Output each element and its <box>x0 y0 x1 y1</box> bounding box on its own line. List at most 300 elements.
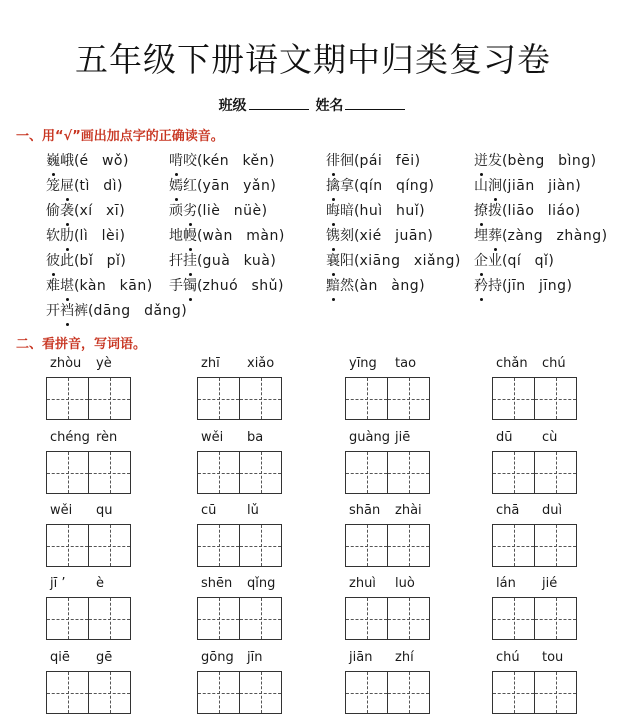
writing-cell[interactable] <box>346 598 387 639</box>
paren: ( <box>354 228 360 244</box>
writing-cell[interactable] <box>239 525 281 566</box>
paren: ( <box>74 278 80 294</box>
paren: ) <box>427 228 433 244</box>
spacer <box>230 178 243 194</box>
pinyin-syllable-1: dū <box>496 430 513 445</box>
pinyin-syllable-1: lán <box>496 576 516 591</box>
pinyin-option-b[interactable]: qǐ <box>534 253 549 269</box>
paren: ( <box>354 278 360 294</box>
pinyin-label <box>46 576 132 594</box>
spacer <box>383 203 396 219</box>
pinyin-option-b[interactable]: àng <box>391 278 420 294</box>
dotted-character: 晦 <box>326 200 340 220</box>
character: 顽 <box>169 203 183 219</box>
paren: ( <box>502 253 508 269</box>
paren: ) <box>119 228 125 244</box>
pinyin-option-b[interactable]: xiǎng <box>413 253 455 269</box>
paren: ( <box>197 278 203 294</box>
pinyin-label <box>492 576 578 594</box>
dotted-character: 撩 <box>474 200 488 220</box>
spacer <box>545 153 558 169</box>
tianzige-box <box>345 451 430 494</box>
writing-cell[interactable] <box>239 598 281 639</box>
dotted-character: 劣 <box>183 200 197 220</box>
paren: ) <box>119 203 125 219</box>
pinyin-option-b[interactable]: kān <box>119 278 147 294</box>
pinyin-option-a[interactable]: pái <box>359 153 383 169</box>
dotted-character: 迸 <box>474 150 488 170</box>
pinyin-syllable-1: jiān <box>349 650 373 665</box>
dotted-character: 裆 <box>60 300 74 320</box>
pinyin-label <box>197 576 283 594</box>
writing-cell[interactable] <box>239 452 281 493</box>
pinyin-syllable-2: jīn <box>247 650 263 665</box>
writing-cell[interactable] <box>493 672 534 713</box>
pinyin-label <box>492 430 578 448</box>
word-item <box>474 175 581 195</box>
pinyin-label <box>197 650 283 668</box>
writing-cell[interactable] <box>534 452 576 493</box>
character: 难 <box>46 278 60 294</box>
pinyin-syllable-2: jié <box>542 576 558 591</box>
word-item <box>169 175 276 195</box>
dotted-character: 彼 <box>46 250 60 270</box>
pinyin-option-a[interactable]: kén <box>202 153 230 169</box>
character: 软 <box>46 228 60 244</box>
pinyin-syllable-2: zhài <box>395 503 422 518</box>
word-item <box>326 200 425 220</box>
writing-cell[interactable] <box>88 525 130 566</box>
spacer <box>233 228 246 244</box>
tianzige-box <box>197 597 282 640</box>
writing-cell[interactable] <box>198 378 239 419</box>
pinyin-option-b[interactable]: shǔ <box>251 278 279 294</box>
pinyin-option-a[interactable]: qín <box>359 178 383 194</box>
pinyin-syllable-2: jiē <box>395 430 411 445</box>
word-item <box>169 225 284 245</box>
paren: ) <box>414 153 421 169</box>
paren: ) <box>419 203 425 219</box>
pinyin-option-b[interactable]: jīng <box>538 278 567 294</box>
tianzige-box <box>345 597 430 640</box>
pinyin-option-a[interactable]: xié <box>359 228 382 244</box>
pinyin-label <box>46 356 132 374</box>
tianzige-box <box>46 451 131 494</box>
paren: ) <box>278 228 285 244</box>
pinyin-option-a[interactable]: yān <box>202 178 230 194</box>
pinyin-option-b[interactable]: yǎn <box>243 178 271 194</box>
class-label: 班级 <box>218 98 247 114</box>
pinyin-option-b[interactable]: qíng <box>395 178 429 194</box>
character: 扞 <box>169 253 183 269</box>
class-blank[interactable] <box>249 97 309 110</box>
word-item <box>46 275 152 295</box>
paren: ( <box>502 228 508 244</box>
pinyin-syllable-1: shān <box>349 503 381 518</box>
paren: ) <box>548 253 554 269</box>
writing-cell[interactable] <box>387 452 429 493</box>
spacer <box>230 253 243 269</box>
word-item <box>474 200 580 220</box>
section1-heading: 一、用“√”画出加点字的正确读音。 <box>16 129 224 144</box>
pinyin-option-a[interactable]: xiāng <box>359 253 401 269</box>
writing-cell[interactable] <box>88 672 130 713</box>
pinyin-option-a[interactable]: é <box>79 153 89 169</box>
pinyin-syllable-2: xiǎo <box>247 356 275 371</box>
character: 开 <box>46 303 60 319</box>
writing-cell[interactable] <box>493 598 534 639</box>
tianzige-box <box>46 597 131 640</box>
pinyin-option-b[interactable]: xī <box>106 203 120 219</box>
pinyin-option-b[interactable]: zhàng <box>556 228 602 244</box>
pinyin-option-a[interactable]: liāo <box>507 203 535 219</box>
pinyin-syllable-1: zhī <box>201 356 220 371</box>
character: 咬 <box>183 153 197 169</box>
pinyin-option-b[interactable]: lèi <box>101 228 120 244</box>
word-item <box>46 300 187 320</box>
pinyin-option-b[interactable]: juān <box>395 228 428 244</box>
spacer <box>220 203 233 219</box>
writing-cell[interactable] <box>387 378 429 419</box>
pinyin-option-b[interactable]: nüè <box>233 203 262 219</box>
word-item <box>474 250 554 270</box>
writing-cell[interactable] <box>534 525 576 566</box>
writing-cell[interactable] <box>387 598 429 639</box>
pinyin-syllable-2: qu <box>96 503 113 518</box>
writing-cell[interactable] <box>198 672 239 713</box>
dotted-character: 袭 <box>60 200 74 220</box>
pinyin-label <box>492 650 578 668</box>
writing-cell[interactable] <box>493 452 534 493</box>
pinyin-option-a[interactable]: guà <box>202 253 231 269</box>
spacer <box>93 203 106 219</box>
tianzige-box <box>46 524 131 567</box>
dotted-character: 啃 <box>169 150 183 170</box>
pinyin-syllable-1: cū <box>201 503 217 518</box>
character: 发 <box>488 153 502 169</box>
pinyin-option-a[interactable]: bǐ <box>79 253 94 269</box>
writing-cell[interactable] <box>493 378 534 419</box>
spacer <box>382 228 395 244</box>
writing-cell[interactable] <box>47 452 88 493</box>
character: 红 <box>183 178 197 194</box>
dotted-character: 巍 <box>46 150 60 170</box>
paren: ( <box>74 203 80 219</box>
paren: ) <box>270 253 276 269</box>
pinyin-option-a[interactable]: jiān <box>507 178 535 194</box>
dotted-character: 屉 <box>60 175 74 195</box>
pinyin-syllable-2: zhí <box>395 650 414 665</box>
dotted-character: 镯 <box>183 275 197 295</box>
word-item <box>46 225 125 245</box>
writing-cell[interactable] <box>534 598 576 639</box>
pinyin-syllable-2: rèn <box>96 430 118 445</box>
pinyin-syllable-1: qiē <box>50 650 70 665</box>
paren: ( <box>74 253 80 269</box>
writing-cell[interactable] <box>346 672 387 713</box>
word-item <box>169 250 276 270</box>
pinyin-option-a[interactable]: wàn <box>202 228 233 244</box>
writing-cell[interactable] <box>239 378 281 419</box>
name-blank[interactable] <box>345 97 405 110</box>
paren: ) <box>146 278 153 294</box>
character: 地 <box>169 228 183 244</box>
writing-cell[interactable] <box>387 672 429 713</box>
tianzige-box <box>197 377 282 420</box>
tianzige-box <box>492 671 577 714</box>
pinyin-syllable-1: wěi <box>201 430 224 445</box>
word-item <box>474 275 572 295</box>
dotted-character: 葬 <box>488 225 502 245</box>
paren: ( <box>354 203 360 219</box>
paren: ) <box>120 253 126 269</box>
spacer <box>534 203 547 219</box>
pinyin-syllable-1: chú <box>496 650 520 665</box>
pinyin-syllable-2: ba <box>247 430 264 445</box>
pinyin-option-a[interactable]: dāng <box>93 303 131 319</box>
writing-cell[interactable] <box>346 525 387 566</box>
word-item <box>46 175 122 195</box>
writing-cell[interactable] <box>346 452 387 493</box>
spacer <box>543 228 556 244</box>
dotted-character: 企 <box>474 250 488 270</box>
character: 峨 <box>60 153 74 169</box>
spacer <box>526 278 539 294</box>
pinyin-syllable-1: chéng <box>50 430 90 445</box>
paren: ( <box>502 278 508 294</box>
pinyin-option-b[interactable]: kěn <box>242 153 270 169</box>
pinyin-option-a[interactable]: zàng <box>507 228 544 244</box>
writing-cell[interactable] <box>47 525 88 566</box>
writing-cell[interactable] <box>534 378 576 419</box>
writing-cell[interactable] <box>47 672 88 713</box>
word-item <box>169 200 267 220</box>
character: 偷 <box>46 203 60 219</box>
pinyin-syllable-1: gōng <box>201 650 234 665</box>
pinyin-syllable-1: yīng <box>349 356 377 371</box>
pinyin-label <box>46 430 132 448</box>
paren: ) <box>122 153 129 169</box>
character: 拨 <box>488 203 502 219</box>
writing-cell[interactable] <box>239 672 281 713</box>
character: 裤 <box>74 303 88 319</box>
paren: ) <box>575 178 581 194</box>
tianzige-box <box>492 377 577 420</box>
paren: ( <box>354 178 360 194</box>
paren: ( <box>74 178 80 194</box>
writing-cell[interactable] <box>47 598 88 639</box>
character: 笼 <box>46 178 60 194</box>
paren: ( <box>197 153 203 169</box>
pinyin-syllable-2: è <box>96 576 104 591</box>
writing-cell[interactable] <box>346 378 387 419</box>
pinyin-label <box>345 430 431 448</box>
spacer <box>90 178 103 194</box>
pinyin-syllable-2: yè <box>96 356 112 371</box>
pinyin-option-a[interactable]: liè <box>202 203 221 219</box>
pinyin-option-a[interactable]: tì <box>79 178 90 194</box>
pinyin-option-a[interactable]: àn <box>359 278 378 294</box>
pinyin-option-b[interactable]: wǒ <box>101 153 123 169</box>
paren: ( <box>74 228 80 244</box>
tianzige-box <box>197 524 282 567</box>
pinyin-option-a[interactable]: zhuó <box>202 278 239 294</box>
pinyin-syllable-1: zhòu <box>50 356 82 371</box>
pinyin-syllable-2: tao <box>395 356 417 371</box>
word-item <box>169 275 284 295</box>
character: 此 <box>60 253 74 269</box>
pinyin-option-b[interactable]: pǐ <box>106 253 121 269</box>
spacer <box>383 178 396 194</box>
pinyin-label <box>345 576 431 594</box>
pinyin-syllable-2: gē <box>96 650 113 665</box>
dotted-character: 肋 <box>60 225 74 245</box>
pinyin-syllable-1: chǎn <box>496 356 528 371</box>
pinyin-option-b[interactable]: jiàn <box>548 178 576 194</box>
paren: ( <box>502 153 508 169</box>
paren: ( <box>197 178 203 194</box>
word-item <box>169 150 275 170</box>
pinyin-label <box>345 503 431 521</box>
paren: ) <box>270 178 276 194</box>
pinyin-option-b[interactable]: liáo <box>547 203 575 219</box>
paren: ( <box>502 178 508 194</box>
spacer <box>88 228 101 244</box>
character: 业 <box>488 253 502 269</box>
pinyin-syllable-1: jī ’ <box>50 576 66 591</box>
writing-cell[interactable] <box>88 452 130 493</box>
paren: ( <box>197 228 203 244</box>
character: 埋 <box>474 228 488 244</box>
writing-cell[interactable] <box>198 598 239 639</box>
pinyin-label <box>197 430 283 448</box>
pinyin-option-b[interactable]: bìng <box>558 153 591 169</box>
tianzige-box <box>492 597 577 640</box>
dotted-character: 嫣 <box>169 175 183 195</box>
tianzige-box <box>345 377 430 420</box>
pinyin-option-a[interactable]: qí <box>507 253 522 269</box>
pinyin-syllable-1: zhuì <box>349 576 376 591</box>
tianzige-box <box>345 524 430 567</box>
pinyin-syllable-2: lǔ <box>247 503 259 518</box>
pinyin-option-b[interactable]: huǐ <box>395 203 420 219</box>
tianzige-box <box>46 671 131 714</box>
pinyin-label <box>46 503 132 521</box>
pinyin-label <box>46 650 132 668</box>
writing-cell[interactable] <box>534 672 576 713</box>
character: 暗 <box>340 203 354 219</box>
pinyin-syllable-1: shēn <box>201 576 233 591</box>
tianzige-box <box>197 671 282 714</box>
paren: ( <box>197 253 203 269</box>
dotted-character: 襄 <box>326 250 340 270</box>
dotted-character: 幔 <box>183 225 197 245</box>
paren: ) <box>419 278 425 294</box>
dotted-character: 徘 <box>326 150 340 170</box>
tianzige-box <box>345 671 430 714</box>
word-item <box>326 275 425 295</box>
writing-cell[interactable] <box>88 378 130 419</box>
spacer <box>400 253 413 269</box>
paren: ) <box>181 303 187 319</box>
tianzige-box <box>492 524 577 567</box>
page-title: 五年级下册语文期中归类复习卷 <box>75 40 551 79</box>
spacer <box>521 253 534 269</box>
pinyin-option-a[interactable]: lì <box>79 228 89 244</box>
dotted-character: 黯 <box>326 275 340 295</box>
pinyin-option-a[interactable]: huì <box>359 203 383 219</box>
dotted-character: 挂 <box>183 250 197 270</box>
character: 拿 <box>340 178 354 194</box>
pinyin-label <box>345 356 431 374</box>
writing-cell[interactable] <box>493 525 534 566</box>
character: 然 <box>340 278 354 294</box>
word-item <box>46 200 125 220</box>
paren: ( <box>502 203 508 219</box>
pinyin-option-b[interactable]: kuà <box>243 253 271 269</box>
pinyin-option-b[interactable]: màn <box>246 228 279 244</box>
pinyin-label <box>492 356 578 374</box>
pinyin-syllable-2: qǐng <box>247 576 276 591</box>
paren: ) <box>601 228 608 244</box>
writing-cell[interactable] <box>88 598 130 639</box>
pinyin-option-a[interactable]: kàn <box>79 278 107 294</box>
section2-heading: 二、看拼音，写词语。 <box>16 337 147 352</box>
dotted-character: 矜 <box>474 275 488 295</box>
writing-cell[interactable] <box>47 378 88 419</box>
paren: ) <box>269 153 275 169</box>
pinyin-option-a[interactable]: jīn <box>507 278 526 294</box>
paren: ( <box>354 253 360 269</box>
spacer <box>131 303 144 319</box>
pinyin-option-b[interactable]: dì <box>103 178 117 194</box>
name-label: 姓名 <box>315 98 344 114</box>
pinyin-syllable-2: duì <box>542 503 563 518</box>
paren: ( <box>354 153 360 169</box>
paren: ) <box>428 178 434 194</box>
word-item <box>46 150 128 170</box>
pinyin-syllable-1: wěi <box>50 503 73 518</box>
word-item <box>474 150 596 170</box>
character: 刻 <box>340 228 354 244</box>
pinyin-label <box>197 503 283 521</box>
spacer <box>535 178 548 194</box>
writing-cell[interactable] <box>387 525 429 566</box>
paren: ( <box>74 153 80 169</box>
pinyin-option-a[interactable]: bèng <box>507 153 545 169</box>
spacer <box>89 153 102 169</box>
pinyin-option-b[interactable]: dǎng <box>144 303 182 319</box>
dotted-character: 擒 <box>326 175 340 195</box>
tianzige-box <box>492 451 577 494</box>
paren: ) <box>574 203 581 219</box>
writing-cell[interactable] <box>198 452 239 493</box>
pinyin-syllable-2: chú <box>542 356 566 371</box>
pinyin-label <box>345 650 431 668</box>
character: 持 <box>488 278 502 294</box>
pinyin-option-b[interactable]: fēi <box>395 153 415 169</box>
pinyin-label <box>197 356 283 374</box>
tianzige-box <box>197 451 282 494</box>
word-item <box>474 225 607 245</box>
writing-cell[interactable] <box>198 525 239 566</box>
word-item <box>326 225 433 245</box>
pinyin-syllable-1: chā <box>496 503 520 518</box>
pinyin-option-a[interactable]: xí <box>79 203 93 219</box>
dotted-character: 镌 <box>326 225 340 245</box>
word-item <box>326 150 420 170</box>
dotted-character: 涧 <box>488 175 502 195</box>
